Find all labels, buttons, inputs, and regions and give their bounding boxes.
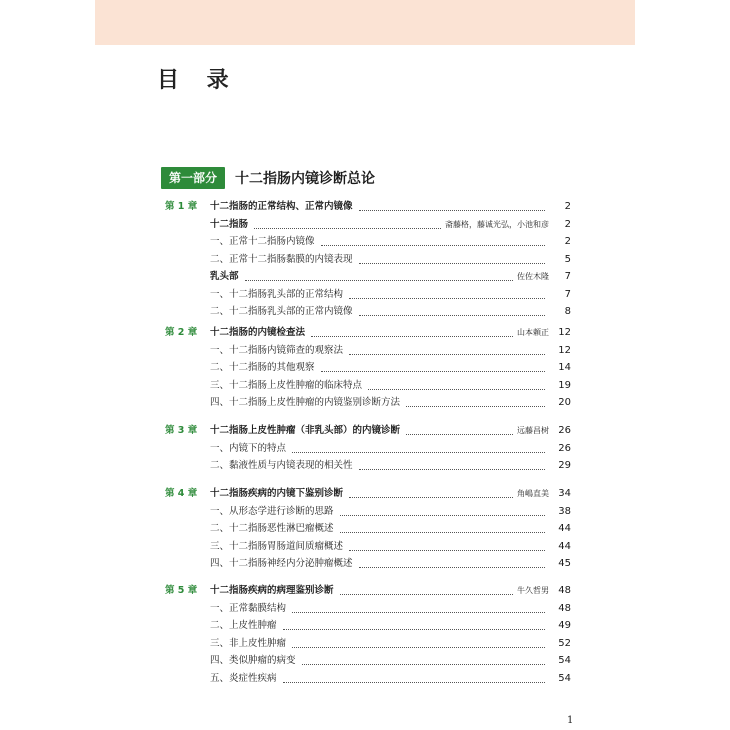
dot-leader	[292, 452, 545, 453]
dot-leader	[406, 434, 513, 435]
page-ref: 2	[564, 218, 571, 230]
dot-leader	[340, 594, 513, 595]
chapter-number: 第 4 章	[165, 488, 198, 499]
page-ref: 5	[564, 253, 571, 265]
toc-entry-line	[210, 619, 571, 633]
dot-leader	[340, 532, 545, 533]
dot-leader	[254, 228, 441, 229]
toc-entry-line	[210, 602, 571, 616]
entry-title: 四、十二指肠神经内分泌肿瘤概述	[210, 558, 353, 569]
dot-leader	[311, 336, 513, 337]
toc-entry-line	[210, 344, 571, 358]
dot-leader	[321, 371, 545, 372]
dot-leader	[406, 406, 545, 407]
toc-entry-line	[210, 396, 571, 410]
toc-chapter-line	[165, 326, 571, 340]
part-badge: 第一部分	[161, 167, 225, 189]
page-ref: 14	[558, 362, 571, 373]
toc-entry-line	[210, 270, 571, 284]
part-title: 十二指肠内镜诊断总论	[235, 171, 376, 187]
toc-entry-line	[210, 505, 571, 519]
dot-leader	[359, 263, 545, 264]
dot-leader	[359, 469, 545, 470]
chapter-title: 十二指肠的内镜检查法	[210, 327, 306, 338]
dot-leader	[349, 550, 545, 551]
page-ref: 8	[564, 306, 571, 317]
dot-leader	[321, 245, 545, 246]
dot-leader	[359, 567, 545, 568]
chapter-title: 十二指肠的正常结构、正常内镜像	[210, 201, 353, 212]
page-ref: 54	[558, 672, 571, 684]
toc-entry-line	[210, 522, 571, 536]
toc-entry-line	[210, 218, 571, 232]
dot-leader	[283, 682, 545, 683]
entry-title: 四、类似肿瘤的病变	[210, 655, 296, 666]
dot-leader	[349, 497, 513, 498]
toc-entry-line	[210, 442, 571, 456]
page-ref: 2	[564, 236, 571, 247]
toc-entry-line	[210, 654, 571, 668]
toc-entry-line	[210, 361, 571, 375]
author-name: 牛久哲男	[517, 586, 549, 595]
toc-entry-line	[210, 305, 571, 319]
dot-leader	[368, 389, 545, 390]
dot-leader	[283, 629, 545, 630]
author-name: 佐佐木隆	[517, 272, 549, 281]
toc-entry-line	[210, 253, 571, 267]
entry-title: 乳头部	[210, 271, 239, 282]
part-heading	[161, 166, 375, 190]
page-number: 1	[567, 715, 574, 726]
chapter-number: 第 2 章	[165, 327, 198, 338]
left-margin	[0, 0, 95, 730]
entry-title: 三、非上皮性肿瘤	[210, 637, 287, 649]
header-band	[95, 0, 635, 45]
toc-entry-line	[210, 379, 571, 393]
chapter-number: 第 1 章	[165, 201, 198, 212]
chapter-number: 第 3 章	[165, 425, 198, 436]
page-ref: 19	[558, 379, 571, 391]
page-ref: 48	[558, 602, 571, 614]
chapter-title: 十二指肠疾病的病理鉴别诊断	[210, 585, 334, 596]
entry-title: 三、十二指肠胃肠道间质瘤概述	[210, 540, 344, 552]
toc-entry-line	[210, 288, 571, 302]
author-name: 山本頼正	[517, 328, 549, 337]
toc-entry-line	[210, 459, 571, 473]
entry-title: 一、十二指肠乳头部的正常结构	[210, 288, 344, 300]
entry-title: 一、十二指肠内镜筛查的观察法	[210, 344, 344, 356]
page-ref: 44	[558, 523, 571, 534]
right-margin	[635, 0, 730, 730]
toc-chapter-line	[165, 584, 571, 598]
page-ref: 49	[558, 620, 571, 631]
dot-leader	[245, 280, 513, 281]
page-ref: 26	[558, 425, 571, 436]
dot-leader	[340, 515, 545, 516]
page-ref: 34	[558, 488, 571, 499]
dot-leader	[359, 315, 545, 316]
author-name: 远藤昌树	[517, 426, 549, 435]
dot-leader	[349, 354, 545, 355]
page-ref: 48	[558, 585, 571, 596]
toc-chapter-line	[165, 424, 571, 438]
entry-title: 一、从形态学进行诊断的思路	[210, 505, 334, 517]
dot-leader	[292, 612, 545, 613]
toc-entry-line	[210, 540, 571, 554]
entry-title: 二、十二指肠的其他观察	[210, 362, 315, 373]
page-ref: 38	[558, 505, 571, 517]
author-name: 斋藤格，藤诚光弘，小池和彦	[445, 219, 549, 229]
page-ref: 45	[558, 558, 571, 569]
toc-title: 目 录	[157, 68, 239, 93]
page-ref: 7	[564, 271, 571, 282]
page-ref: 20	[558, 397, 571, 408]
toc-entry-line	[210, 235, 571, 249]
entry-title: 四、十二指肠上皮性肿瘤的内镜鉴别诊断方法	[210, 397, 401, 408]
toc-entry-line	[210, 672, 571, 686]
entry-title: 二、上皮性肿瘤	[210, 620, 277, 631]
toc-chapter-line	[165, 487, 571, 501]
dot-leader	[349, 298, 545, 299]
page-ref: 2	[564, 201, 571, 212]
toc-chapter-line	[165, 200, 571, 214]
entry-title: 一、正常十二指肠内镜像	[210, 236, 315, 247]
toc-entry-line	[210, 557, 571, 571]
entry-title: 十二指肠	[210, 218, 249, 230]
entry-title: 一、内镜下的特点	[210, 442, 287, 454]
chapter-title: 十二指肠上皮性肿瘤（非乳头部）的内镜诊断	[210, 425, 401, 436]
page-ref: 29	[558, 460, 571, 471]
page-ref: 44	[558, 540, 571, 552]
entry-title: 二、正常十二指肠黏膜的内镜表现	[210, 253, 353, 265]
page-ref: 52	[558, 637, 571, 649]
chapter-number: 第 5 章	[165, 585, 198, 596]
entry-title: 二、十二指肠乳头部的正常内镜像	[210, 306, 353, 317]
entry-title: 三、十二指肠上皮性肿瘤的临床特点	[210, 379, 363, 391]
entry-title: 二、黏液性质与内镜表现的相关性	[210, 460, 353, 471]
toc-page	[95, 45, 635, 730]
page-ref: 12	[558, 327, 571, 338]
entry-title: 二、十二指肠恶性淋巴瘤概述	[210, 523, 334, 534]
entry-title: 一、正常黏膜结构	[210, 602, 287, 614]
page-ref: 54	[558, 655, 571, 666]
dot-leader	[359, 210, 545, 211]
page-ref: 7	[564, 288, 571, 300]
entry-title: 五、炎症性疾病	[210, 672, 277, 684]
dot-leader	[302, 664, 545, 665]
toc-entry-line	[210, 637, 571, 651]
chapter-title: 十二指肠疾病的内镜下鉴别诊断	[210, 488, 344, 499]
author-name: 角嶋直美	[517, 489, 549, 498]
dot-leader	[292, 647, 545, 648]
page-ref: 12	[558, 344, 571, 356]
page-ref: 26	[558, 442, 571, 454]
